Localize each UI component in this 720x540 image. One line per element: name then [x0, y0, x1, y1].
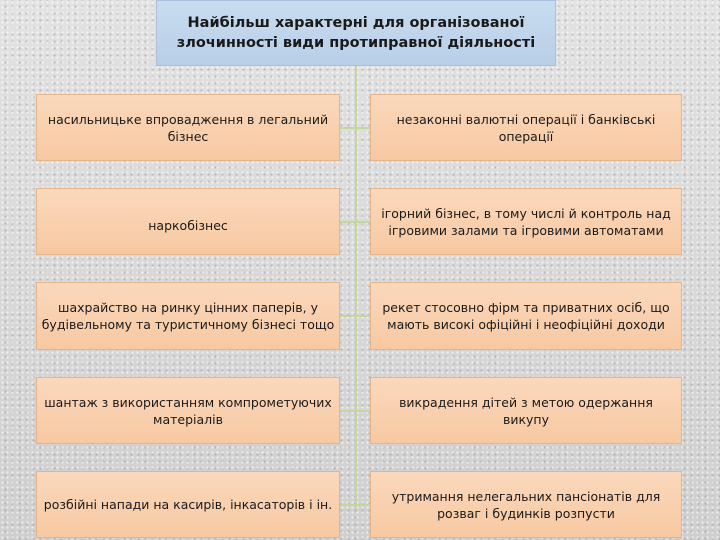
- activity-box-left-5: [36, 471, 340, 538]
- activity-box-right-5: [370, 471, 682, 538]
- activity-label: насильницьке впровадження в легальний бізнес: [47, 111, 329, 144]
- activity-label: розбійні напади на касирів, інкасаторів і ін.: [43, 497, 333, 512]
- activity-label: шантаж з використанням компрометуючих матеріалів: [44, 394, 332, 427]
- activity-label: рекет стосовно фірм та приватних осіб, що мають високі офіційні і неофіційні доходи: [382, 300, 670, 332]
- activity-label: утримання нелегальних пансіонатів для розваг і будинків розпусти: [391, 488, 661, 521]
- diagram-title: [156, 0, 556, 66]
- activity-label: шахрайство на ринку цінних паперів, у будівельному та туристичному бізнесі тощо: [41, 300, 335, 332]
- activity-label: викрадення дітей з метою одержання викупу: [399, 394, 653, 427]
- connector-branch: [340, 410, 370, 412]
- activity-box-right-2: [370, 188, 682, 255]
- activity-box-right-1: [370, 94, 682, 161]
- activity-label: незаконні валютні операції і банківські операції: [396, 111, 656, 144]
- activity-label: наркобізнес: [148, 218, 228, 233]
- connector-branch: [340, 504, 370, 506]
- connector-branch: [340, 127, 370, 129]
- diagram-title-text: Найбільш характерні для організованої злочинності види протиправної діяльності: [176, 15, 536, 51]
- activity-box-left-2: [36, 188, 340, 255]
- activity-box-left-3: [36, 282, 340, 350]
- activity-box-right-4: [370, 377, 682, 444]
- activity-box-left-4: [36, 377, 340, 444]
- activity-label: ігорний бізнес, в тому числі й контроль над ігровими залами та ігровими автоматами: [381, 205, 671, 238]
- activity-box-right-3: [370, 282, 682, 350]
- connector-trunk: [355, 66, 357, 510]
- activity-box-left-1: [36, 94, 340, 161]
- connector-branch: [340, 315, 370, 317]
- connector-branch: [340, 221, 370, 223]
